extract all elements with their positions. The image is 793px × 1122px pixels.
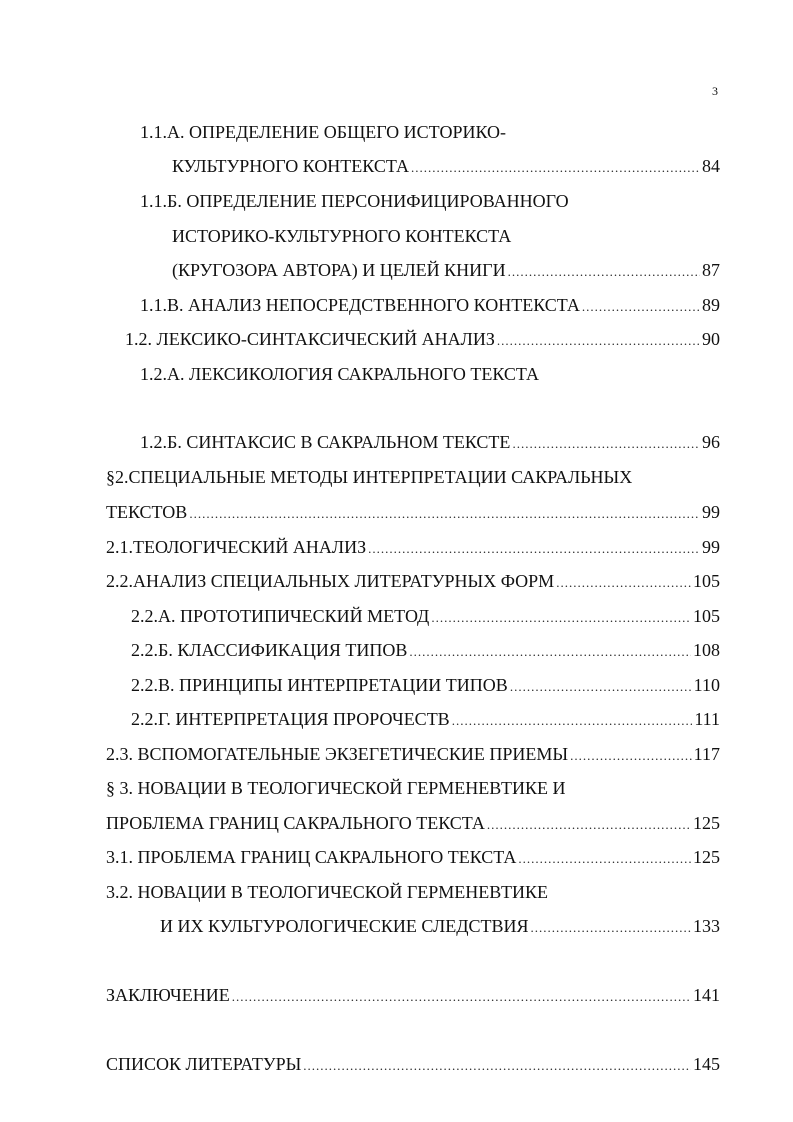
toc-entry-title: СПИСОК ЛИТЕРАТУРЫ — [106, 1054, 302, 1074]
leader-dots — [189, 506, 700, 522]
toc-entry-page: 125 — [693, 847, 720, 867]
toc-entry-title: 2.3. ВСПОМОГАТЕЛЬНЫЕ ЭКЗЕГЕТИЧЕСКИЕ ПРИЕМЫ — [106, 744, 569, 764]
toc-entry-title: 1.2. ЛЕКСИКО-СИНТАКСИЧЕСКИЙ АНАЛИЗ — [125, 329, 495, 349]
toc-entry — [140, 122, 506, 148]
toc-entry[interactable] — [131, 675, 720, 701]
toc-entry — [106, 882, 548, 908]
toc-entry-title: И ИХ КУЛЬТУРОЛОГИЧЕСКИЕ СЛЕДСТВИЯ — [160, 916, 529, 936]
toc-entry-page: 96 — [702, 432, 720, 452]
toc-entry-page: 117 — [693, 744, 720, 764]
toc-entry-page: 133 — [693, 916, 720, 936]
leader-dots — [518, 851, 691, 867]
toc-entry-title: (КРУГОЗОРА АВТОРА) И ЦЕЛЕЙ КНИГИ — [172, 260, 506, 280]
toc-entry — [140, 364, 539, 390]
toc-entry-page: 89 — [702, 295, 720, 315]
toc-entry-title: § 3. НОВАЦИИ В ТЕОЛОГИЧЕСКОЙ ГЕРМЕНЕВТИКЕ И — [106, 778, 566, 798]
toc-entry-page: 108 — [693, 640, 720, 660]
toc-entry-title: 1.2.А. ЛЕКСИКОЛОГИЯ САКРАЛЬНОГО ТЕКСТА — [140, 364, 540, 384]
toc-entry-page: 84 — [702, 156, 720, 176]
toc-entry[interactable] — [106, 744, 720, 770]
toc-entry[interactable] — [172, 156, 720, 182]
leader-dots — [409, 644, 691, 660]
toc-entry-title: 2.2.Б. КЛАССИФИКАЦИЯ ТИПОВ — [131, 640, 408, 660]
toc-entry-title: 3.1. ПРОБЛЕМА ГРАНИЦ САКРАЛЬНОГО ТЕКСТА — [106, 847, 517, 867]
leader-dots — [368, 541, 700, 557]
toc-entry-page: 111 — [694, 709, 720, 729]
leader-dots — [452, 713, 693, 729]
toc-entry[interactable] — [106, 813, 720, 839]
toc-entry[interactable] — [140, 295, 720, 321]
toc-entry-title: 2.2.АНАЛИЗ СПЕЦИАЛЬНЫХ ЛИТЕРАТУРНЫХ ФОРМ — [106, 571, 555, 591]
toc-entry[interactable] — [125, 329, 720, 355]
leader-dots — [512, 436, 700, 452]
toc-entry-title: 1.1.А. ОПРЕДЕЛЕНИЕ ОБЩЕГО ИСТОРИКО- — [140, 122, 507, 142]
toc-entry[interactable] — [131, 640, 720, 666]
toc-entry-title: ЗАКЛЮЧЕНИЕ — [106, 985, 230, 1005]
toc-entry-title: ТЕКСТОВ — [106, 502, 188, 522]
leader-dots — [232, 989, 691, 1005]
toc-entry — [172, 226, 511, 252]
leader-dots — [508, 264, 700, 280]
toc-entry-page: 125 — [693, 813, 720, 833]
toc-entry[interactable] — [172, 260, 720, 286]
leader-dots — [530, 920, 691, 936]
toc-entry-page: 99 — [702, 502, 720, 522]
leader-dots — [431, 610, 691, 626]
toc-entry[interactable] — [140, 432, 720, 458]
toc-entry-page: 141 — [693, 985, 720, 1005]
toc-entry-title: 2.1.ТЕОЛОГИЧЕСКИЙ АНАЛИЗ — [106, 537, 367, 557]
toc-entry[interactable] — [106, 985, 720, 1011]
toc-entry[interactable] — [131, 709, 720, 735]
toc-entry — [140, 191, 569, 217]
toc-entry-page: 145 — [693, 1054, 720, 1074]
toc-entry-title: 3.2. НОВАЦИИ В ТЕОЛОГИЧЕСКОЙ ГЕРМЕНЕВТИКЕ — [106, 882, 549, 902]
toc-entry[interactable] — [106, 537, 720, 563]
toc-entry-title: 1.1.Б. ОПРЕДЕЛЕНИЕ ПЕРСОНИФИЦИРОВАННОГО — [140, 191, 569, 211]
toc-entry — [106, 467, 632, 493]
toc-entry-title: §2.СПЕЦИАЛЬНЫЕ МЕТОДЫ ИНТЕРПРЕТАЦИИ САКРАЛЬНЫХ — [106, 467, 633, 487]
toc-entry-page: 105 — [693, 606, 720, 626]
leader-dots — [497, 333, 700, 349]
toc-entry-page: 87 — [702, 260, 720, 280]
toc-entry[interactable] — [131, 606, 720, 632]
toc-entry-page: 90 — [702, 329, 720, 349]
toc-entry-title: 1.1.В. АНАЛИЗ НЕПОСРЕДСТВЕННОГО КОНТЕКСТА — [140, 295, 580, 315]
toc-entry-title: ПРОБЛЕМА ГРАНИЦ САКРАЛЬНОГО ТЕКСТА — [106, 813, 485, 833]
leader-dots — [303, 1058, 691, 1074]
toc-entry-title: 2.2.Г. ИНТЕРПРЕТАЦИЯ ПРОРОЧЕСТВ — [131, 709, 450, 729]
leader-dots — [556, 575, 691, 591]
toc-entry[interactable] — [106, 571, 720, 597]
toc-entry-title: ИСТОРИКО-КУЛЬТУРНОГО КОНТЕКСТА — [172, 226, 512, 246]
toc-entry[interactable] — [106, 847, 720, 873]
leader-dots — [510, 679, 692, 695]
leader-dots — [411, 160, 700, 176]
toc-entry-page: 105 — [693, 571, 720, 591]
toc-entry[interactable] — [106, 502, 720, 528]
toc-entry-title: КУЛЬТУРНОГО КОНТЕКСТА — [172, 156, 409, 176]
toc-entry[interactable] — [106, 1054, 720, 1080]
toc-entry-title: 1.2.Б. СИНТАКСИС В САКРАЛЬНОМ ТЕКСТЕ — [140, 432, 511, 452]
toc-entry-title: 2.2.А. ПРОТОТИПИЧЕСКИЙ МЕТОД — [131, 606, 430, 626]
leader-dots — [570, 748, 692, 764]
toc-entry-page: 110 — [693, 675, 720, 695]
leader-dots — [487, 817, 691, 833]
toc-entry-title: 2.2.В. ПРИНЦИПЫ ИНТЕРПРЕТАЦИИ ТИПОВ — [131, 675, 508, 695]
toc-entry-page: 99 — [702, 537, 720, 557]
leader-dots — [582, 299, 700, 315]
toc-entry — [106, 778, 566, 804]
page-number: 3 — [712, 84, 718, 98]
toc-entry[interactable] — [160, 916, 720, 942]
